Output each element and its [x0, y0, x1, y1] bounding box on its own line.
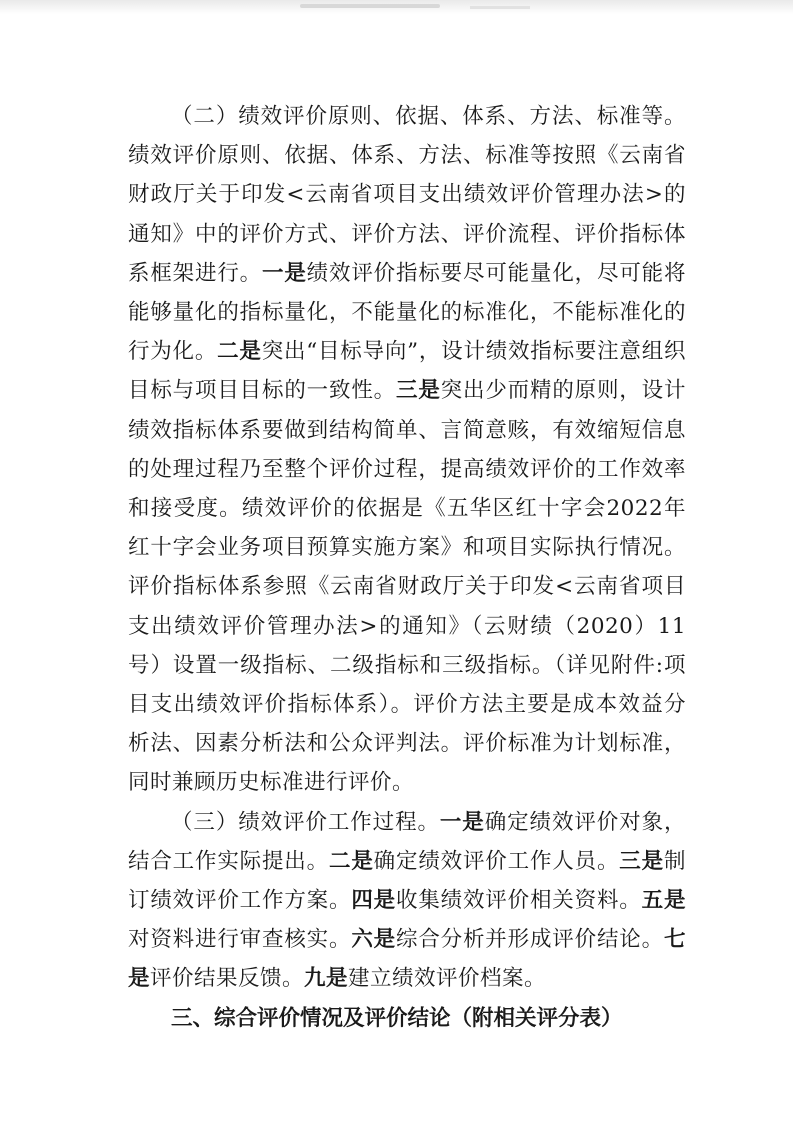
- paragraph-evaluation-process: [128, 803, 686, 999]
- document-body: [128, 97, 686, 1038]
- paragraph-text: 绩效评价指标要尽可能量化，尽可能将能够量化的指标量化，不能量化的标准化，不能标准化的行为化。: [128, 260, 686, 365]
- emphasis-label: 二是: [217, 339, 262, 365]
- paragraph-text: 绩效评价原则、依据、体系、方法、标准等按照《云南省财政厅关于印发<云南省项目支出绩效评价管理办法>的通知》中的评价方式、评价方法、评价流程、评价指标体系框架进行。: [128, 143, 686, 286]
- paragraph-text: 建立绩效评价档案。: [348, 966, 547, 992]
- emphasis-label: 一是: [262, 260, 307, 286]
- emphasis-label: 九是: [304, 966, 349, 992]
- paragraph-text: 突出少而精的原则，设计绩效指标体系要做到结构简单、言简意赅，有效缩短信息的处理过程乃至整个评价过程，提高绩效评价的工作效率和接受度。绩效评价的依据是《五华区红十字会2022年红十字会业务项目预算实施方案》和项目实际执行情况。评价指标体系参照《云南省财政厅关于印发<云南省项目支出绩效评价管理办法>的通知》（云财绩（2020）11号）设置一级指标、二级指标和三级指标。（详见附件:项目支出绩效评价指标体系）。评价方法主要是成本效益分析法、因素分析法和公众评判法。评价标准为计划标准，同时兼顾历史标准进行评价。: [128, 378, 686, 796]
- paragraph-text: 突出“目标导向”，设计绩效指标要注意组织目标与项目目标的一致性。: [128, 339, 686, 404]
- paragraph-text: 对资料进行审查核实。: [128, 927, 352, 953]
- section-title: （三）绩效评价工作过程。: [171, 809, 440, 835]
- paragraph-text: 收集绩效评价相关资料。: [395, 888, 642, 914]
- emphasis-label: 二是: [328, 848, 374, 874]
- emphasis-label: 四是: [351, 888, 396, 914]
- paragraph-text: 确定绩效评价对象，结合工作实际提出。: [128, 809, 686, 874]
- paragraph-text: 确定绩效评价工作人员。: [373, 848, 620, 874]
- paragraph-text: 综合分析并形成评价结论。: [395, 927, 664, 953]
- paragraph-text: 制订绩效评价工作方案。: [128, 848, 686, 914]
- emphasis-label: 六是: [351, 927, 396, 953]
- emphasis-label: 三是: [619, 848, 664, 874]
- section-title: （二）绩效评价原则、依据、体系、方法、标准等。: [171, 104, 686, 129]
- scan-artifact: [470, 6, 530, 9]
- scan-border: [0, 0, 793, 14]
- section-heading: 三、综合评价情况及评价结论（附相关评分表）: [171, 1005, 623, 1031]
- emphasis-label: 一是: [439, 809, 485, 835]
- emphasis-label: 三是: [395, 378, 441, 404]
- scan-artifact: [300, 4, 440, 8]
- emphasis-label: 七是: [128, 927, 686, 992]
- paragraph-text: 评价结果反馈。: [150, 966, 305, 992]
- emphasis-label: 五是: [641, 888, 686, 914]
- paragraph-evaluation-principles: [128, 97, 686, 803]
